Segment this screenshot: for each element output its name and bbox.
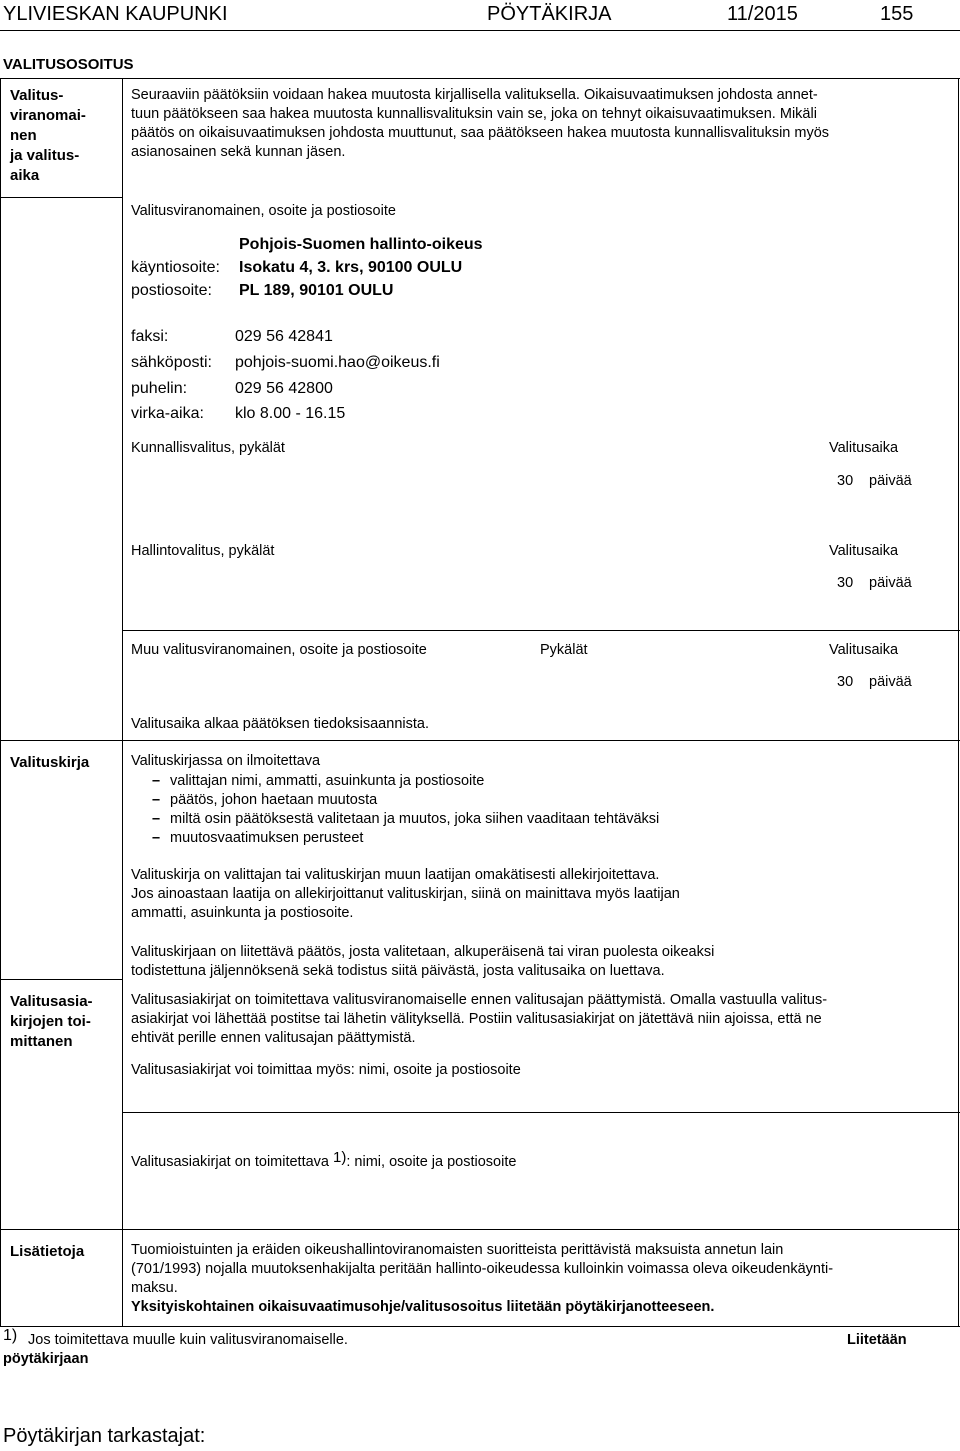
table-left-border	[0, 78, 1, 1327]
section-label-valituskirja: Valituskirja	[10, 754, 90, 771]
municipal-appeal-days-number: 30	[837, 473, 854, 489]
appeal-letter-heading: Valituskirjassa on ilmoitettava	[131, 753, 321, 769]
fax-label: faksi:	[131, 328, 169, 345]
other-authority-time-label: Valitusaika	[829, 642, 899, 658]
authority-heading: Valitusviranomainen, osoite ja postiosoite	[131, 203, 396, 219]
other-authority-days-unit: päivää	[869, 674, 912, 690]
administrative-appeal-days-number: 30	[837, 575, 854, 591]
section-label-valitusviranomainen: Valitus- viranomai- nen ja valitus- aika	[10, 87, 86, 184]
page-title: VALITUSOSOITUS	[3, 56, 134, 73]
page-header	[0, 0, 960, 28]
municipal-appeal-label: Kunnallisvalitus, pykälät	[131, 440, 285, 456]
instructions-note: Yksityiskohtainen oikaisuvaatimusohje/valitusosoitus liitetään pöytäkirjanotteeseen.	[131, 1299, 715, 1315]
table-column-divider	[122, 78, 123, 1327]
email-value: pohjois-suomi.hao@oikeus.fi	[235, 354, 440, 371]
delivery-divider	[122, 1112, 960, 1113]
header-divider	[0, 30, 960, 31]
footnote-marker-ref: 1)	[333, 1149, 347, 1166]
table-top-border	[0, 78, 960, 79]
section-label-lisatietoja: Lisätietoja	[10, 1243, 85, 1260]
other-authority-days-number: 30	[837, 674, 854, 690]
document-type: PÖYTÄKIRJA	[487, 3, 612, 25]
attachments-paragraph: Valituskirjaan on liitettävä päätös, josta valitetaan, alkuperäisenä tai viran puolesta oikeaksi todistettuna jäljennöksenä sekä todistus siitä päivästä, josta valitusaika on luettava.	[131, 944, 715, 979]
list-item: – miltä osin päätöksestä valitetaan ja muutos, joka siihen vaaditaan tehtäväksi	[131, 810, 659, 829]
row-divider-3	[0, 1229, 960, 1230]
table-right-border	[958, 78, 959, 1327]
list-item: – valittajan nimi, ammatti, asuinkunta ja postiosoite	[131, 772, 659, 791]
row-divider-2-left	[0, 979, 123, 980]
document-number: 11/2015	[727, 3, 798, 25]
office-hours-value: klo 8.00 - 16.15	[235, 405, 346, 422]
fees-paragraph: Tuomioistuinten ja eräiden oikeushallintoviranomaisten suoritteista perittävistä maksuista annetun lain (701/1993) nojalla muutoksenhakijalta peritään hallinto-oikeudessa kulloinkin voimassa oleva oikeudenkäynti- maksu. Yksityiskohtainen oikaisuvaatimusohje/valitusosoitus liitetään pöytäkirjanotteeseen.	[131, 1241, 951, 1317]
attachment-note-line2: pöytäkirjaan	[3, 1351, 89, 1367]
phone-label: puhelin:	[131, 380, 188, 397]
footnote-text: Jos toimitettava muulle kuin valitusviranomaiselle.	[28, 1332, 348, 1348]
row-divider-s1-label	[0, 197, 123, 198]
page-number: 155	[880, 3, 914, 25]
list-item: – muutosvaatimuksen perusteet	[131, 829, 659, 848]
fax-value: 029 56 42841	[235, 328, 333, 345]
appeal-letter-requirements-list	[131, 772, 659, 848]
intro-paragraph: Seuraaviin päätöksiin voidaan hakea muutosta kirjallisella valituksella. Oikaisuvaatimuksen johdosta annet- tuun päätökseen saa hakea muutosta kunnallisvalituksin vain se, joka on tehnyt oikaisuvaatimuksen. Mikäli päätös on oikaisuvaatimuksen johdosta muuttunut, saa päätökseen hakea muutosta kunnallisvalituksin myös asianosainen sekä kunnan jäsen.	[131, 87, 830, 160]
signature-paragraph: Valituskirja on valittajan tai valituskirjan muun laatijan omakätisesti allekirjoitettava. Jos ainoastaan laatija on allekirjoittanut valituskirjan, siinä on mainittava myös laatijan ammatti, asuinkunta ja postiosoite.	[131, 867, 680, 921]
appeal-time-start-note: Valitusaika alkaa päätöksen tiedoksisaannista.	[131, 716, 429, 732]
administrative-appeal-label: Hallintovalitus, pykälät	[131, 543, 275, 559]
delivery-address-label: Valitusasiakirjat on toimitettava 1): nimi, osoite ja postiosoite	[131, 1149, 517, 1170]
list-item: – päätös, johon haetaan muutosta	[131, 791, 659, 810]
visit-address-label: käyntiosoite:	[131, 259, 220, 276]
other-authority-divider	[122, 630, 960, 631]
office-hours-label: virka-aika:	[131, 405, 204, 422]
authority-name: Pohjois-Suomen hallinto-oikeus	[239, 236, 483, 253]
other-authority-label: Muu valitusviranomainen, osoite ja postiosoite	[131, 642, 427, 658]
postal-address-value: PL 189, 90101 OULU	[239, 282, 394, 299]
administrative-appeal-days-unit: päivää	[869, 575, 912, 591]
municipal-appeal-time-label: Valitusaika	[829, 440, 899, 456]
section-label-valitusasiakirjat: Valitusasia- kirjojen toi- mittanen	[10, 993, 93, 1050]
table-bottom-border	[0, 1326, 960, 1327]
other-authority-sections-label: Pykälät	[540, 642, 588, 658]
municipality-name: YLIVIESKAN KAUPUNKI	[3, 3, 228, 25]
alternate-delivery-label: Valitusasiakirjat voi toimittaa myös: nimi, osoite ja postiosoite	[131, 1062, 521, 1078]
attachment-note-line1: Liitetään	[847, 1332, 907, 1348]
row-divider-1	[0, 740, 960, 741]
visit-address-value: Isokatu 4, 3. krs, 90100 OULU	[239, 259, 463, 276]
phone-value: 029 56 42800	[235, 380, 333, 397]
administrative-appeal-time-label: Valitusaika	[829, 543, 899, 559]
postal-address-label: postiosoite:	[131, 282, 212, 299]
reviewers-label: Pöytäkirjan tarkastajat:	[3, 1425, 206, 1447]
email-label: sähköposti:	[131, 354, 212, 371]
delivery-paragraph: Valitusasiakirjat on toimitettava valitusviranomaiselle ennen valitusajan päättymistä. Omalla vastuulla valitus- asiakirjat voi lähettää postitse tai lähetin välityksellä. Postiin valitusasiakirjat on jätettävä niin ajoissa, että ne ehtivät perille ennen valitusajan päättymistä.	[131, 992, 828, 1046]
footnote-marker: 1)	[3, 1327, 18, 1344]
municipal-appeal-days-unit: päivää	[869, 473, 912, 489]
